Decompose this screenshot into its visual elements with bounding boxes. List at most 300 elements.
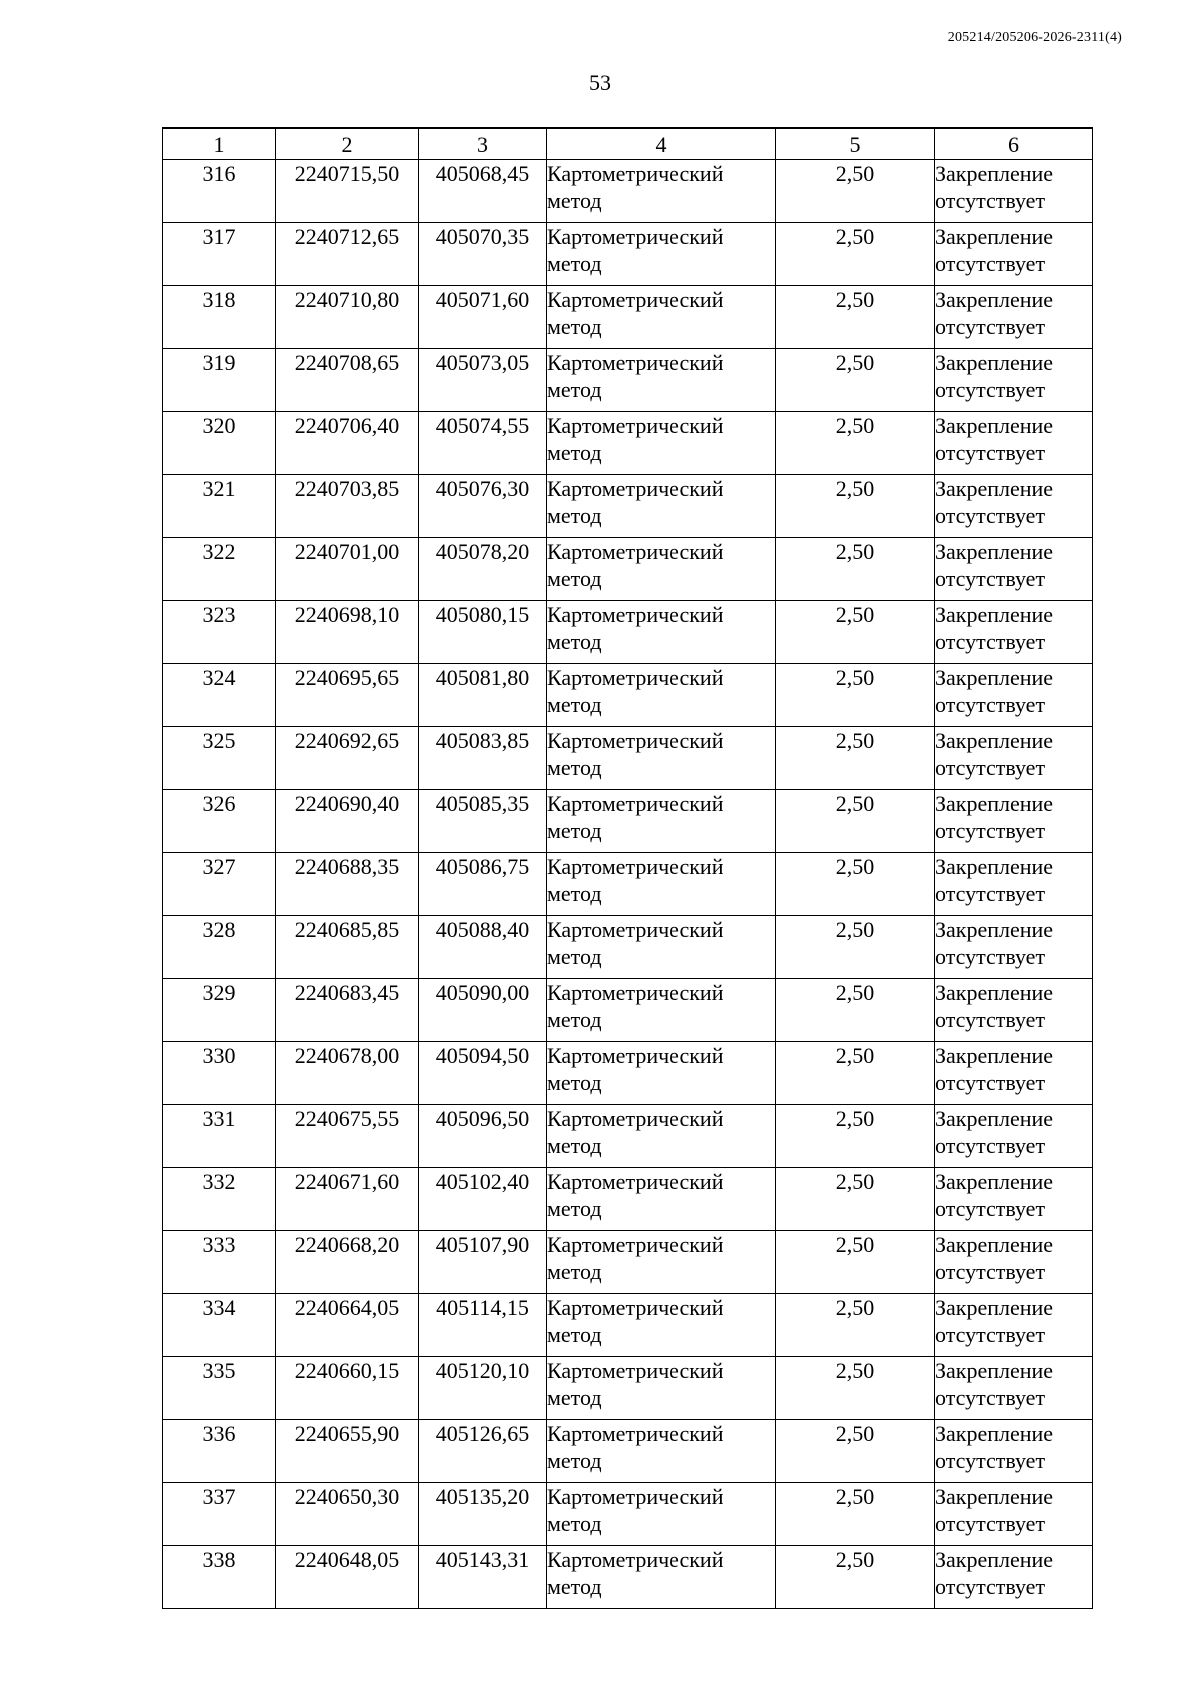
fixation-line-2: отсутствует — [935, 1070, 1046, 1095]
y-coordinate: 405078,20 — [435, 539, 530, 564]
point-number-cell — [163, 1294, 276, 1357]
method-cell — [547, 979, 776, 1042]
x-coordinate: 2240695,65 — [294, 665, 400, 690]
fixation-cell — [935, 1420, 1093, 1483]
y-coordinate: 405102,40 — [435, 1169, 530, 1194]
fixation-line-1: Закрепление — [935, 476, 1054, 501]
x-coordinate: 2240690,40 — [294, 791, 400, 816]
method-line-2: метод — [547, 755, 602, 780]
y-coordinate: 405096,50 — [435, 1106, 530, 1131]
x-coordinate-cell — [276, 1483, 419, 1546]
error-value: 2,50 — [835, 917, 875, 942]
y-coordinate-cell — [419, 412, 547, 475]
y-coordinate-cell — [419, 664, 547, 727]
method-cell — [547, 412, 776, 475]
error-value: 2,50 — [835, 1232, 875, 1257]
method-cell — [547, 790, 776, 853]
y-coordinate-cell — [419, 1483, 547, 1546]
y-coordinate: 405074,55 — [435, 413, 530, 438]
error-cell — [776, 853, 935, 916]
error-cell — [776, 1231, 935, 1294]
fixation-line-2: отсутствует — [935, 1574, 1046, 1599]
fixation-cell — [935, 1168, 1093, 1231]
fixation-cell — [935, 601, 1093, 664]
fixation-line-1: Закрепление — [935, 1358, 1054, 1383]
y-coordinate: 405143,31 — [435, 1547, 530, 1572]
fixation-line-1: Закрепление — [935, 287, 1054, 312]
point-number: 330 — [202, 1043, 236, 1068]
fixation-cell — [935, 853, 1093, 916]
y-coordinate-cell — [419, 1546, 547, 1609]
fixation-line-1: Закрепление — [935, 665, 1054, 690]
table-row — [163, 1294, 1093, 1357]
fixation-line-2: отсутствует — [935, 251, 1046, 276]
table-row — [163, 853, 1093, 916]
y-coordinate-cell — [419, 1042, 547, 1105]
table-row — [163, 538, 1093, 601]
y-coordinate: 405135,20 — [435, 1484, 530, 1509]
y-coordinate: 405114,15 — [436, 1295, 529, 1320]
method-line-1: Картометрический — [547, 1232, 724, 1257]
y-coordinate-cell — [419, 790, 547, 853]
y-coordinate: 405081,80 — [435, 665, 530, 690]
fixation-cell — [935, 979, 1093, 1042]
method-cell — [547, 916, 776, 979]
fixation-line-1: Закрепление — [935, 350, 1054, 375]
x-coordinate: 2240675,55 — [294, 1106, 400, 1131]
y-coordinate-cell — [419, 601, 547, 664]
error-cell — [776, 601, 935, 664]
point-number-cell — [163, 349, 276, 412]
fixation-line-2: отсутствует — [935, 566, 1046, 591]
point-number: 332 — [202, 1169, 236, 1194]
point-number-cell — [163, 412, 276, 475]
fixation-cell — [935, 664, 1093, 727]
x-coordinate-cell — [276, 1420, 419, 1483]
table-row — [163, 1231, 1093, 1294]
y-coordinate-cell — [419, 538, 547, 601]
table-row — [163, 412, 1093, 475]
fixation-line-2: отсутствует — [935, 755, 1046, 780]
fixation-line-2: отсутствует — [935, 1133, 1046, 1158]
point-number-cell — [163, 223, 276, 286]
error-cell — [776, 664, 935, 727]
x-coordinate: 2240712,65 — [294, 224, 400, 249]
point-number: 334 — [202, 1295, 236, 1320]
method-line-1: Картометрический — [547, 287, 724, 312]
error-value: 2,50 — [835, 476, 875, 501]
error-value: 2,50 — [835, 728, 875, 753]
error-cell — [776, 1420, 935, 1483]
point-number-cell — [163, 160, 276, 223]
point-number-cell — [163, 853, 276, 916]
method-line-2: метод — [547, 1070, 602, 1095]
point-number: 318 — [202, 287, 236, 312]
method-line-1: Картометрический — [547, 854, 724, 879]
method-line-2: метод — [547, 1385, 602, 1410]
point-number-cell — [163, 1231, 276, 1294]
point-number-cell — [163, 664, 276, 727]
error-cell — [776, 979, 935, 1042]
method-line-2: метод — [547, 314, 602, 339]
method-line-2: метод — [547, 1448, 602, 1473]
method-line-2: метод — [547, 503, 602, 528]
method-line-2: метод — [547, 188, 602, 213]
method-cell — [547, 1231, 776, 1294]
point-number-cell — [163, 286, 276, 349]
fixation-line-1: Закрепление — [935, 413, 1054, 438]
table-row — [163, 1105, 1093, 1168]
method-line-2: метод — [547, 1133, 602, 1158]
error-value: 2,50 — [835, 539, 875, 564]
x-coordinate-cell — [276, 853, 419, 916]
point-number: 323 — [202, 602, 236, 627]
x-coordinate: 2240703,85 — [294, 476, 400, 501]
y-coordinate-cell — [419, 475, 547, 538]
method-line-2: метод — [547, 692, 602, 717]
fixation-cell — [935, 412, 1093, 475]
y-coordinate: 405085,35 — [435, 791, 530, 816]
y-coordinate-cell — [419, 286, 547, 349]
x-coordinate: 2240650,30 — [294, 1484, 400, 1509]
y-coordinate: 405073,05 — [435, 350, 530, 375]
error-value: 2,50 — [835, 1106, 875, 1131]
method-line-2: метод — [547, 251, 602, 276]
error-cell — [776, 1483, 935, 1546]
method-cell — [547, 1420, 776, 1483]
method-line-1: Картометрический — [547, 1547, 724, 1572]
method-line-2: метод — [547, 1259, 602, 1284]
y-coordinate: 405120,10 — [435, 1358, 530, 1383]
x-coordinate-cell — [276, 1357, 419, 1420]
method-line-1: Картометрический — [547, 602, 724, 627]
method-line-1: Картометрический — [547, 665, 724, 690]
error-value: 2,50 — [835, 980, 875, 1005]
table-row — [163, 1420, 1093, 1483]
fixation-line-2: отсутствует — [935, 1196, 1046, 1221]
point-number: 331 — [202, 1106, 236, 1131]
fixation-cell — [935, 1231, 1093, 1294]
fixation-cell — [935, 1483, 1093, 1546]
fixation-line-1: Закрепление — [935, 224, 1054, 249]
error-value: 2,50 — [835, 602, 875, 627]
method-line-2: метод — [547, 1322, 602, 1347]
point-number: 335 — [202, 1358, 236, 1383]
error-cell — [776, 475, 935, 538]
fixation-line-1: Закрепление — [935, 1106, 1054, 1131]
fixation-line-1: Закрепление — [935, 1169, 1054, 1194]
fixation-line-1: Закрепление — [935, 539, 1054, 564]
error-value: 2,50 — [835, 1169, 875, 1194]
point-number-cell — [163, 475, 276, 538]
column-header: 3 — [419, 128, 547, 160]
method-line-2: метод — [547, 1007, 602, 1032]
y-coordinate-cell — [419, 160, 547, 223]
fixation-line-2: отсутствует — [935, 1448, 1046, 1473]
point-number-cell — [163, 1546, 276, 1609]
x-coordinate: 2240692,65 — [294, 728, 400, 753]
fixation-line-1: Закрепление — [935, 917, 1054, 942]
point-number-cell — [163, 916, 276, 979]
x-coordinate: 2240708,65 — [294, 350, 400, 375]
x-coordinate: 2240648,05 — [294, 1547, 400, 1572]
point-number: 319 — [202, 350, 236, 375]
y-coordinate-cell — [419, 916, 547, 979]
method-line-1: Картометрический — [547, 1169, 724, 1194]
method-line-2: метод — [547, 818, 602, 843]
error-value: 2,50 — [835, 1421, 875, 1446]
fixation-cell — [935, 916, 1093, 979]
y-coordinate: 405080,15 — [435, 602, 530, 627]
y-coordinate-cell — [419, 1231, 547, 1294]
x-coordinate-cell — [276, 790, 419, 853]
y-coordinate-cell — [419, 223, 547, 286]
coordinates-table — [162, 127, 1093, 1609]
table-row — [163, 664, 1093, 727]
x-coordinate-cell — [276, 1168, 419, 1231]
method-cell — [547, 160, 776, 223]
error-cell — [776, 727, 935, 790]
method-line-1: Картометрический — [547, 1358, 724, 1383]
x-coordinate: 2240668,20 — [294, 1232, 400, 1257]
y-coordinate: 405076,30 — [435, 476, 530, 501]
method-line-2: метод — [547, 566, 602, 591]
method-line-1: Картометрический — [547, 980, 724, 1005]
x-coordinate: 2240655,90 — [294, 1421, 400, 1446]
method-line-1: Картометрический — [547, 224, 724, 249]
point-number: 321 — [202, 476, 236, 501]
x-coordinate-cell — [276, 538, 419, 601]
error-cell — [776, 1168, 935, 1231]
method-line-2: метод — [547, 1196, 602, 1221]
y-coordinate-cell — [419, 1168, 547, 1231]
x-coordinate: 2240701,00 — [294, 539, 400, 564]
x-coordinate: 2240678,00 — [294, 1043, 400, 1068]
x-coordinate-cell — [276, 286, 419, 349]
y-coordinate: 405083,85 — [435, 728, 530, 753]
y-coordinate-cell — [419, 1105, 547, 1168]
method-line-1: Картометрический — [547, 1106, 724, 1131]
method-line-1: Картометрический — [547, 539, 724, 564]
point-number: 336 — [202, 1421, 236, 1446]
fixation-cell — [935, 286, 1093, 349]
y-coordinate-cell — [419, 1294, 547, 1357]
y-coordinate: 405088,40 — [435, 917, 530, 942]
method-cell — [547, 538, 776, 601]
table-row — [163, 601, 1093, 664]
x-coordinate-cell — [276, 223, 419, 286]
y-coordinate: 405107,90 — [435, 1232, 530, 1257]
fixation-cell — [935, 1357, 1093, 1420]
method-cell — [547, 1042, 776, 1105]
fixation-cell — [935, 160, 1093, 223]
fixation-line-1: Закрепление — [935, 602, 1054, 627]
method-line-1: Картометрический — [547, 350, 724, 375]
method-line-2: метод — [547, 1511, 602, 1536]
fixation-line-2: отсутствует — [935, 314, 1046, 339]
y-coordinate: 405094,50 — [435, 1043, 530, 1068]
fixation-line-2: отсутствует — [935, 629, 1046, 654]
method-line-1: Картометрический — [547, 476, 724, 501]
method-line-2: метод — [547, 629, 602, 654]
x-coordinate-cell — [276, 1042, 419, 1105]
x-coordinate-cell — [276, 349, 419, 412]
fixation-line-1: Закрепление — [935, 1232, 1054, 1257]
method-cell — [547, 349, 776, 412]
error-value: 2,50 — [835, 791, 875, 816]
point-number-cell — [163, 1168, 276, 1231]
error-cell — [776, 1546, 935, 1609]
fixation-line-2: отсутствует — [935, 1511, 1046, 1536]
x-coordinate-cell — [276, 475, 419, 538]
error-value: 2,50 — [835, 1358, 875, 1383]
method-line-1: Картометрический — [547, 791, 724, 816]
method-line-2: метод — [547, 377, 602, 402]
point-number-cell — [163, 979, 276, 1042]
error-value: 2,50 — [835, 1043, 875, 1068]
table-row — [163, 160, 1093, 223]
point-number: 327 — [202, 854, 236, 879]
point-number-cell — [163, 1483, 276, 1546]
column-header: 6 — [935, 128, 1093, 160]
y-coordinate-cell — [419, 853, 547, 916]
fixation-line-2: отсутствует — [935, 1385, 1046, 1410]
table-row — [163, 1042, 1093, 1105]
error-value: 2,50 — [835, 1484, 875, 1509]
fixation-line-1: Закрепление — [935, 854, 1054, 879]
point-number-cell — [163, 727, 276, 790]
point-number: 322 — [202, 539, 236, 564]
method-cell — [547, 286, 776, 349]
fixation-line-2: отсутствует — [935, 377, 1046, 402]
fixation-line-2: отсутствует — [935, 1322, 1046, 1347]
error-value: 2,50 — [835, 1547, 875, 1572]
document-id: 205214/205206-2026-2311(4) — [947, 30, 1122, 45]
fixation-line-2: отсутствует — [935, 818, 1046, 843]
point-number: 337 — [202, 1484, 236, 1509]
method-line-1: Картометрический — [547, 413, 724, 438]
point-number: 320 — [202, 413, 236, 438]
column-header: 4 — [547, 128, 776, 160]
table-row — [163, 979, 1093, 1042]
error-cell — [776, 1105, 935, 1168]
error-value: 2,50 — [835, 413, 875, 438]
fixation-cell — [935, 475, 1093, 538]
fixation-cell — [935, 538, 1093, 601]
y-coordinate-cell — [419, 979, 547, 1042]
table-row — [163, 916, 1093, 979]
table-row — [163, 727, 1093, 790]
fixation-cell — [935, 223, 1093, 286]
point-number-cell — [163, 1042, 276, 1105]
y-coordinate-cell — [419, 1357, 547, 1420]
x-coordinate-cell — [276, 412, 419, 475]
fixation-cell — [935, 1105, 1093, 1168]
method-cell — [547, 1546, 776, 1609]
x-coordinate-cell — [276, 601, 419, 664]
fixation-line-2: отсутствует — [935, 944, 1046, 969]
method-line-2: метод — [547, 440, 602, 465]
fixation-line-1: Закрепление — [935, 1547, 1054, 1572]
x-coordinate: 2240671,60 — [294, 1169, 400, 1194]
x-coordinate-cell — [276, 664, 419, 727]
x-coordinate: 2240660,15 — [294, 1358, 400, 1383]
error-cell — [776, 790, 935, 853]
error-cell — [776, 223, 935, 286]
table-row — [163, 1546, 1093, 1609]
point-number-cell — [163, 1357, 276, 1420]
error-value: 2,50 — [835, 161, 875, 186]
method-cell — [547, 475, 776, 538]
fixation-line-2: отсутствует — [935, 692, 1046, 717]
x-coordinate: 2240685,85 — [294, 917, 400, 942]
method-cell — [547, 664, 776, 727]
method-cell — [547, 223, 776, 286]
x-coordinate-cell — [276, 727, 419, 790]
table-row — [163, 1483, 1093, 1546]
error-cell — [776, 349, 935, 412]
table-row — [163, 349, 1093, 412]
error-cell — [776, 1357, 935, 1420]
table-row — [163, 475, 1093, 538]
fixation-line-1: Закрепление — [935, 1421, 1054, 1446]
method-line-1: Картометрический — [547, 1295, 724, 1320]
point-number: 326 — [202, 791, 236, 816]
fixation-cell — [935, 727, 1093, 790]
page-number: 53 — [589, 70, 611, 95]
error-cell — [776, 1294, 935, 1357]
x-coordinate-cell — [276, 979, 419, 1042]
fixation-cell — [935, 1294, 1093, 1357]
x-coordinate: 2240683,45 — [294, 980, 400, 1005]
fixation-line-1: Закрепление — [935, 980, 1054, 1005]
column-header: 2 — [276, 128, 419, 160]
error-value: 2,50 — [835, 665, 875, 690]
method-cell — [547, 1294, 776, 1357]
error-value: 2,50 — [835, 854, 875, 879]
column-header: 5 — [776, 128, 935, 160]
method-line-1: Картометрический — [547, 1484, 724, 1509]
error-value: 2,50 — [835, 350, 875, 375]
x-coordinate: 2240664,05 — [294, 1295, 400, 1320]
x-coordinate: 2240710,80 — [294, 287, 400, 312]
x-coordinate-cell — [276, 160, 419, 223]
point-number: 325 — [202, 728, 236, 753]
error-cell — [776, 916, 935, 979]
point-number: 317 — [202, 224, 236, 249]
point-number: 333 — [202, 1232, 236, 1257]
table-row — [163, 1168, 1093, 1231]
table-row — [163, 286, 1093, 349]
method-line-2: метод — [547, 944, 602, 969]
fixation-line-1: Закрепление — [935, 1484, 1054, 1509]
x-coordinate-cell — [276, 1105, 419, 1168]
fixation-line-1: Закрепление — [935, 1043, 1054, 1068]
point-number-cell — [163, 601, 276, 664]
error-cell — [776, 1042, 935, 1105]
table-body — [163, 160, 1093, 1609]
point-number-cell — [163, 1420, 276, 1483]
fixation-line-1: Закрепление — [935, 161, 1054, 186]
point-number-cell — [163, 790, 276, 853]
error-value: 2,50 — [835, 287, 875, 312]
fixation-line-2: отсутствует — [935, 881, 1046, 906]
error-cell — [776, 160, 935, 223]
fixation-line-2: отсутствует — [935, 1007, 1046, 1032]
method-cell — [547, 1483, 776, 1546]
method-line-1: Картометрический — [547, 917, 724, 942]
y-coordinate: 405068,45 — [435, 161, 530, 186]
